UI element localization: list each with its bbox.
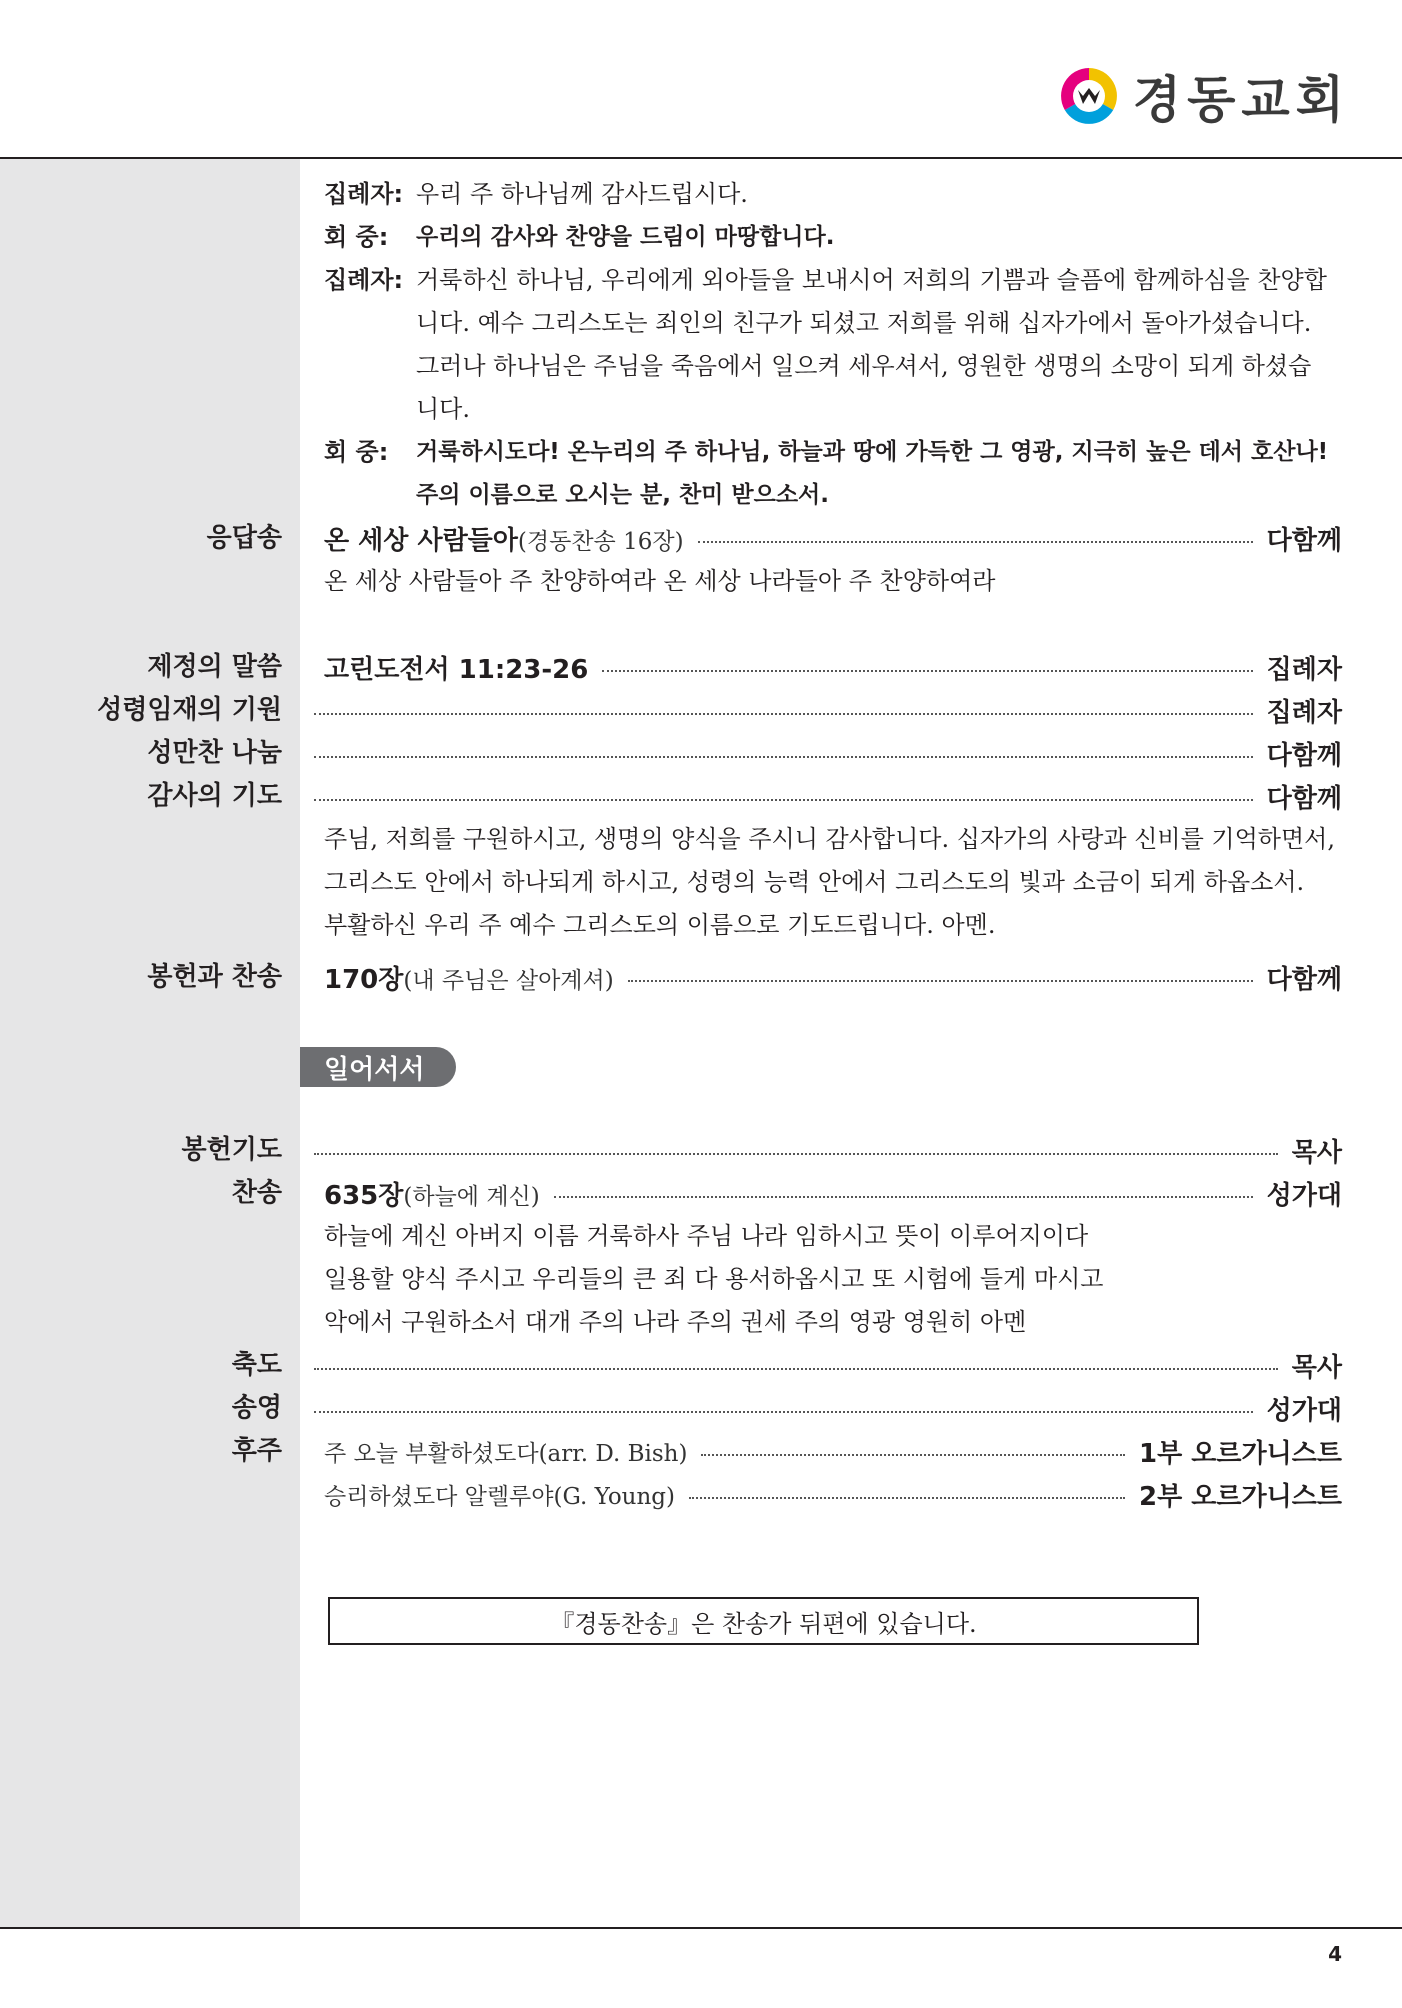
dialogue-line-2 [324,216,1344,259]
church-emblem-icon [1059,66,1119,126]
church-name: 경동교회 [1132,71,1350,129]
order-leader: 목사 [1291,1137,1342,1168]
thanks-prayer-line: 주님, 저희를 구원하시고, 생명의 양식을 주시니 감사합니다. 십자가의 사랑과 신비를 기억하면서, [324,825,1335,853]
order-label: 축도 [231,1350,282,1380]
dialogue-text: 그러나 하나님은 주님을 죽음에서 일으켜 세우셔서, 영원한 생명의 소망이 되게 하셨습 [416,352,1312,380]
order-label: 찬송 [231,1178,282,1208]
order-title: 170장 [324,964,404,995]
speaker: 집례자: [324,180,404,208]
order-leader: 목사 [1291,1352,1342,1383]
order-note: (내 주님은 살아계셔) [403,967,614,994]
dotted-leader [554,1196,1253,1198]
order-title: 온 세상 사람들아 [324,525,518,556]
page-header [0,0,1402,158]
order-leader: 다함께 [1266,964,1342,995]
hymnal-notice: 『경동찬송』은 찬송가 뒤편에 있습니다. [328,1597,1199,1645]
order-leader: 성가대 [1266,1395,1342,1426]
order-leader: 성가대 [1266,1180,1342,1211]
order-postlude [0,1430,1402,1472]
dotted-leader [314,756,1253,758]
order-leader: 다함께 [1266,783,1342,814]
dotted-leader [628,980,1253,982]
order-label: 감사의 기도 [147,781,282,811]
order-label: 후주 [231,1436,282,1466]
dialogue-text: 우리 주 하나님께 감사드립시다. [416,180,748,208]
dotted-leader [314,713,1253,715]
postlude-title: 승리하셨도다 알렐루야(G. Young) [324,1483,675,1510]
dotted-leader [314,799,1253,801]
dialogue-text: 주의 이름으로 오시는 분, 찬미 받으소서. [416,482,829,508]
order-leader: 다함께 [1266,740,1342,771]
page-number: 4 [1328,1942,1342,1966]
church-logo [1059,60,1350,132]
order-leader: 집례자 [1266,654,1342,685]
order-label: 봉헌과 찬송 [147,962,282,992]
order-note: (경동찬송 16장) [517,528,684,555]
order-hymn [0,1172,1402,1214]
thanks-prayer-line: 그리스도 안에서 하나되게 하시고, 성령의 능력 안에서 그리스도의 빛과 소금이 되게 하옵소서. [324,868,1305,896]
order-benediction [0,1344,1402,1386]
order-offering [0,956,1402,998]
order-leader: 2부 오르가니스트 [1139,1481,1342,1512]
order-leader: 1부 오르가니스트 [1139,1438,1342,1469]
order-communion [0,732,1402,774]
dotted-leader [701,1454,1125,1456]
thanks-prayer-line: 부활하신 우리 주 예수 그리스도의 이름으로 기도드립니다. 아멘. [324,911,996,939]
order-label: 봉헌기도 [181,1135,282,1165]
order-label: 송영 [231,1393,282,1423]
order-words [0,646,1402,688]
order-leader: 집례자 [1266,697,1342,728]
order-postlude-2 [0,1473,1402,1515]
dotted-leader [698,541,1253,543]
speaker: 회 중: [324,438,389,466]
dialogue-text: 우리의 감사와 찬양을 드림이 마땅합니다. [416,224,835,250]
hymn-lyric-line: 하늘에 계신 아버지 이름 거룩하사 주님 나라 임하시고 뜻이 이루어지이다 [324,1222,1089,1250]
order-epiclesis [0,689,1402,731]
order-label: 성만찬 나눔 [147,738,282,768]
response-lyric: 온 세상 사람들아 주 찬양하여라 온 세상 나라들아 주 찬양하여라 [324,567,996,595]
order-thanks [0,775,1402,817]
order-leader: 다함께 [1266,525,1342,556]
order-title: 고린도전서 11:23-26 [324,654,589,685]
order-label: 응답송 [206,523,282,553]
label-sidebar [0,159,300,1927]
order-label: 성령임재의 기원 [97,695,282,725]
dotted-leader [689,1497,1125,1499]
dotted-leader [314,1411,1253,1413]
hymn-lyric-line: 악에서 구원하소서 대개 주의 나라 주의 권세 주의 영광 영원히 아멘 [324,1308,1027,1336]
dotted-leader [314,1153,1278,1155]
dialogue-text: 거룩하시도다! 온누리의 주 하나님, 하늘과 땅에 가득한 그 영광, 지극히 높은 데서 호산나! [416,439,1329,465]
dialogue-text: 니다. 예수 그리스도는 죄인의 친구가 되셨고 저희를 위해 십자가에서 돌아가셨습니다. [416,309,1312,337]
order-offering-prayer [0,1129,1402,1171]
dialogue-line-3 [324,259,1344,431]
dialogue-text: 거룩하신 하나님, 우리에게 외아들을 보내시어 저희의 기쁨과 슬픔에 함께하심을 찬양합 [416,266,1327,294]
dotted-leader [602,670,1252,672]
dialogue-line-4 [324,431,1344,517]
order-doxology [0,1387,1402,1429]
order-response [0,517,1402,559]
dotted-leader [314,1368,1278,1370]
dialogue-text: 니다. [416,395,470,423]
stand-up-badge: 일어서서 [300,1047,456,1087]
order-label: 제정의 말씀 [147,652,282,682]
speaker: 회 중: [324,223,389,251]
speaker: 집례자: [324,266,404,294]
hymn-lyric-line: 일용할 양식 주시고 우리들의 큰 죄 다 용서하옵시고 또 시험에 들게 마시고 [324,1265,1104,1293]
dialogue-line-1 [324,173,1344,216]
order-note: (하늘에 계신) [403,1183,540,1210]
postlude-title: 주 오늘 부활하셨도다(arr. D. Bish) [324,1440,688,1467]
footer-divider [0,1927,1402,1929]
order-title: 635장 [324,1180,404,1211]
